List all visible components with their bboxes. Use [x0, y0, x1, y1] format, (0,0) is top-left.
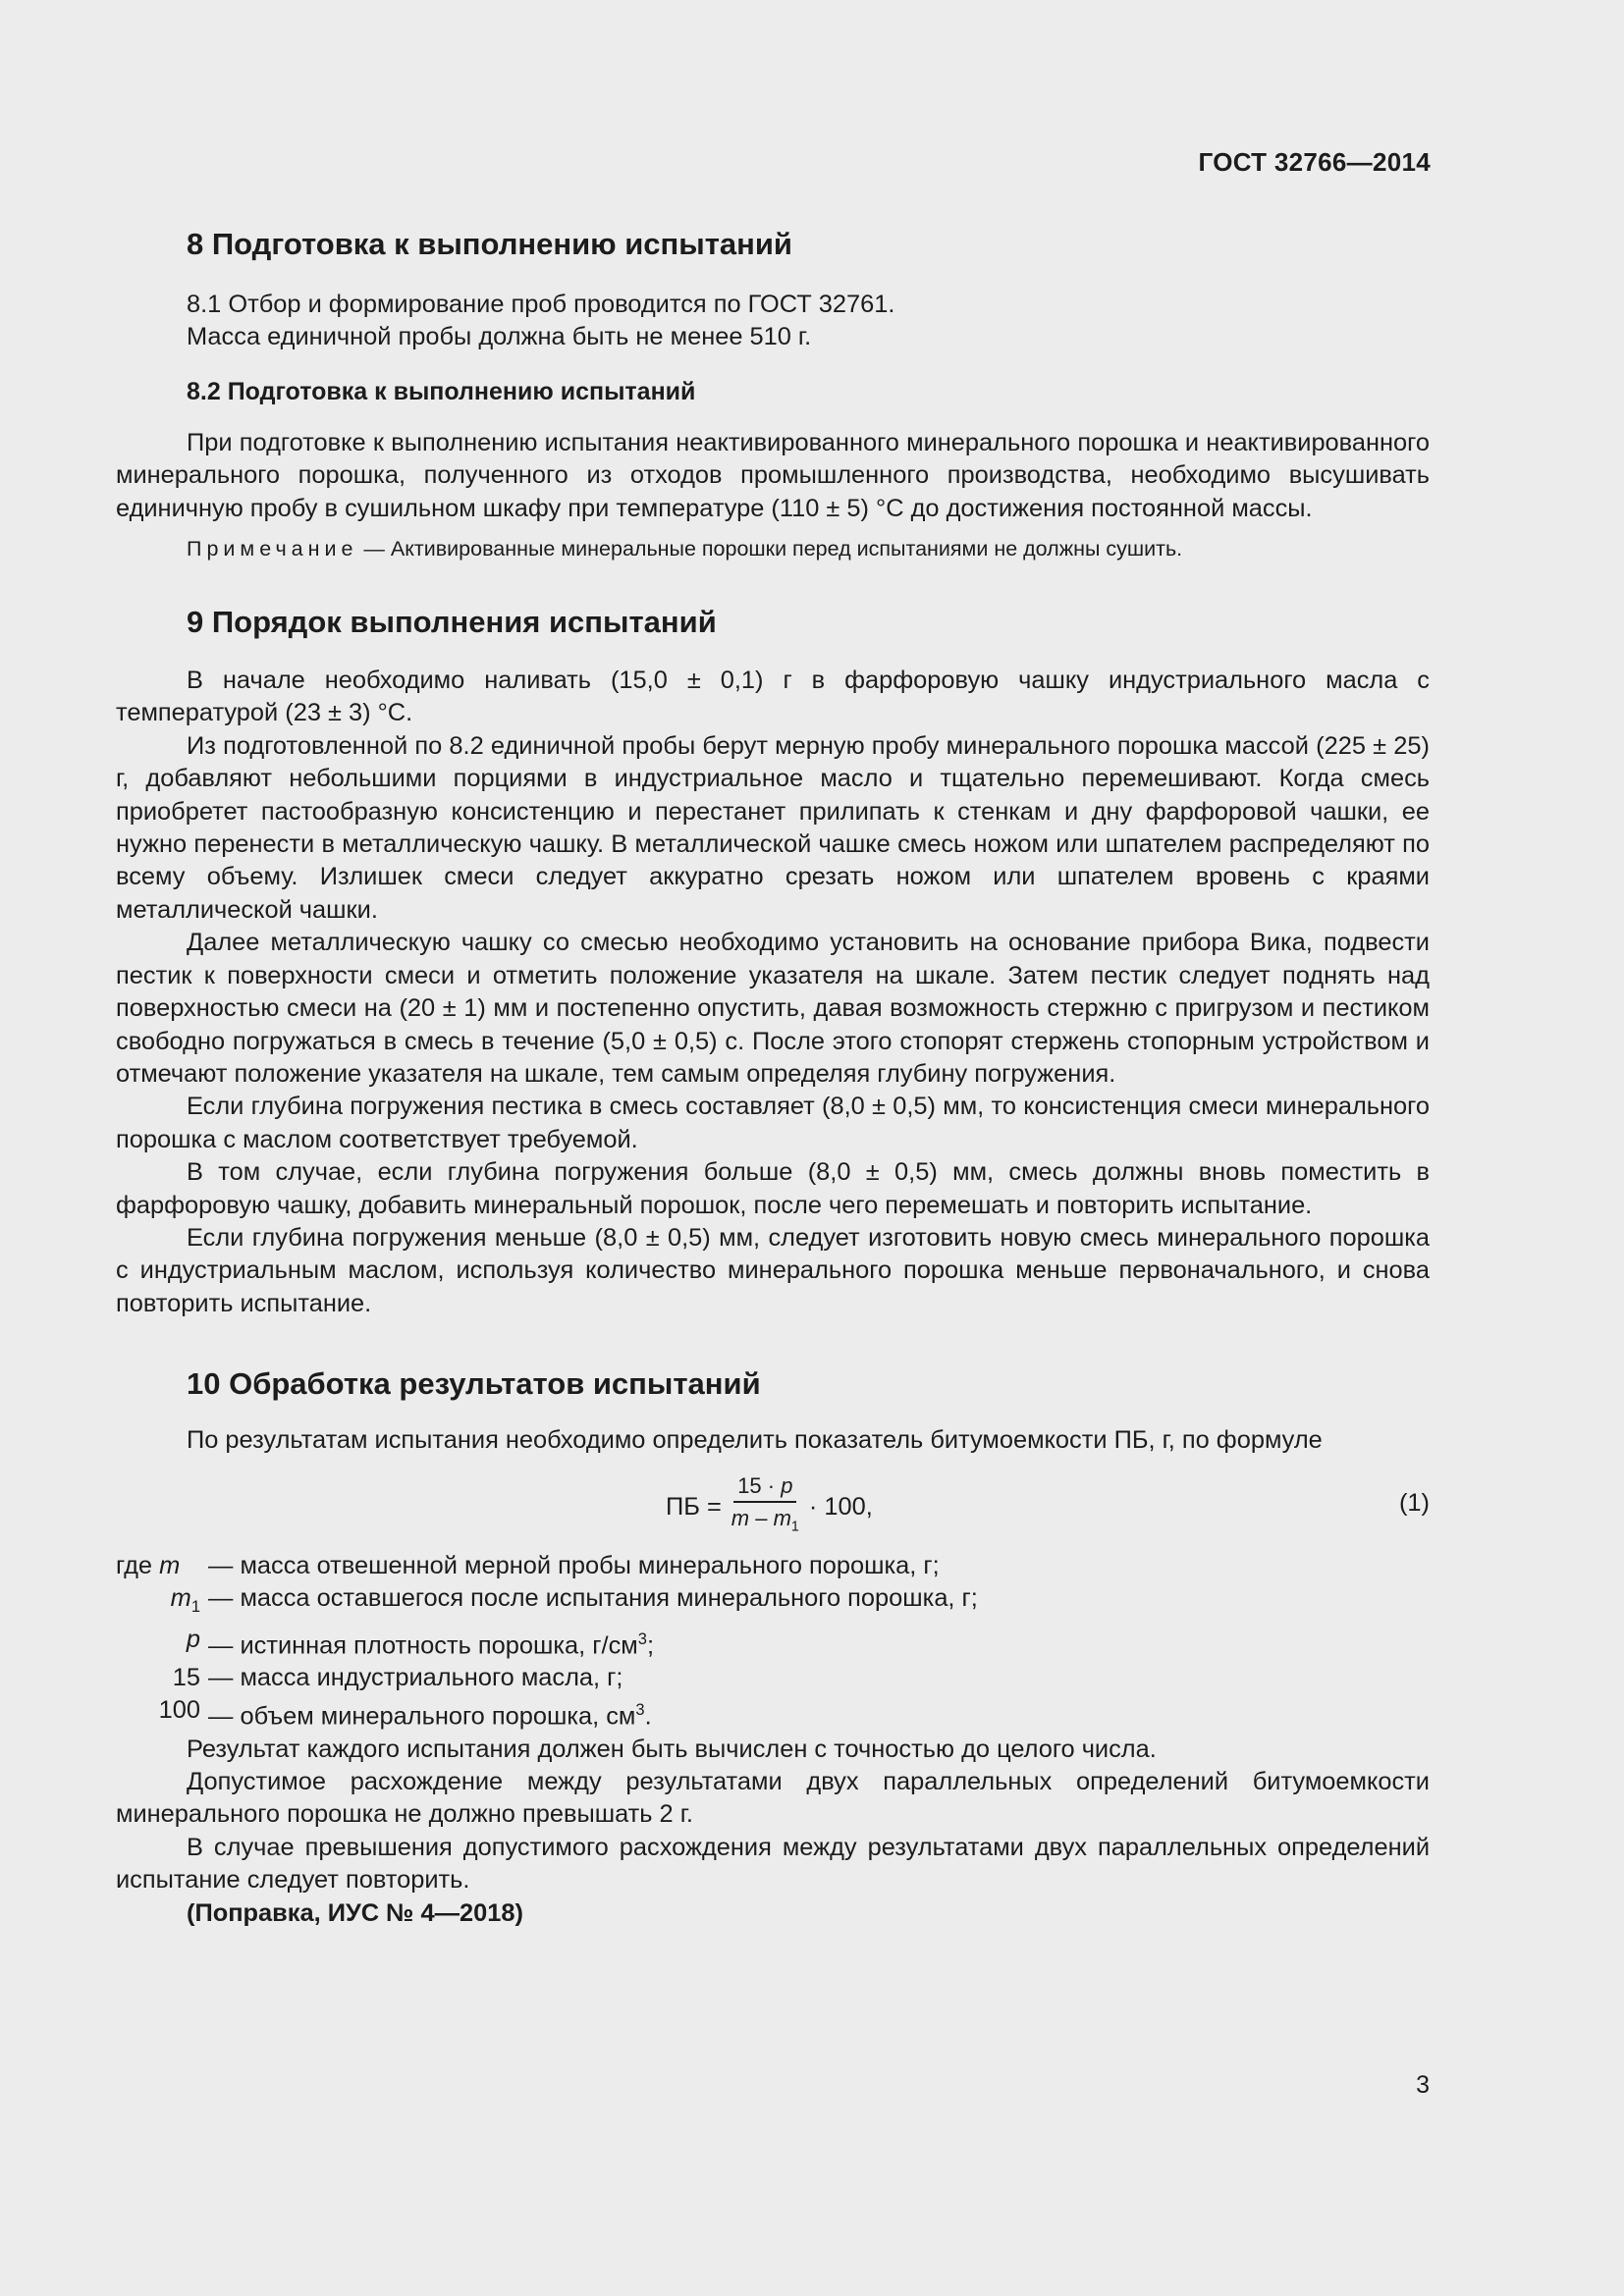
paragraph: В том случае, если глубина погружения больше (8,0 ± 0,5) мм, смесь должны вновь поместить в фарфоровую чашку, добавить минеральный порошок, после чего перемешать и повторить испытание.	[116, 1158, 1430, 1219]
note-text: — Активированные минеральные порошки перед испытаниями не должны сушить.	[357, 537, 1183, 561]
paragraph: В начале необходимо наливать (15,0 ± 0,1) г в фарфоровую чашку индустриального масла с температурой (23 ± 3) °С.	[116, 667, 1430, 727]
paragraph: Далее металлическую чашку со смесью необходимо установить на основание прибора Вика, подвести пестик к поверхности смеси и отметить положение указателя на шкале. Затем пестик следует поднять над поверхностью смеси на (20 ± 1) мм и постепенно опустить, давая возможность стержню с пригрузом и пестиком свободно погружаться в смесь в течение (5,0 ± 0,5) с. После этого стопорят стержень стопорным устройством и отмечают положение указателя на шкале, тем самым определяя глубину погружения.	[116, 929, 1430, 1088]
paragraph: Допустимое расхождение между результатами двух параллельных определений битумоемкости минерального порошка не должно превышать 2 г.	[116, 1767, 1430, 1829]
subsection-8-2-title: 8.2 Подготовка к выполнению испытаний	[187, 377, 696, 405]
definition-text: — объем минерального порошка, $см^3$.	[208, 1701, 652, 1731]
amendment: (Поправка, ИУС № 4—2018)	[187, 1898, 523, 1927]
page-number: 3	[1416, 2071, 1430, 2099]
definition-symbol: 15	[172, 1664, 200, 1692]
definition-text: — истинная плотность порошка, $г/см^3$;	[208, 1629, 654, 1660]
formula-lhs: ПБ =	[666, 1493, 722, 1522]
definition-symbol: где m	[116, 1551, 181, 1579]
paragraph-8-1: 8.1 Отбор и формирование проб проводится по ГОСТ 32761.	[187, 291, 895, 318]
definitions-list	[116, 1550, 1430, 1734]
page-content	[116, 222, 1430, 1930]
definition-text: — масса отвешенной мерной пробы минерального порошка, г;	[208, 1551, 940, 1579]
paragraph: В случае превышения допустимого расхождения между результатами двух параллельных определений испытание следует повторить.	[116, 1833, 1430, 1895]
formula	[666, 1469, 873, 1546]
formula-denominator: m – $m_1$	[731, 1506, 799, 1535]
section-9-title: 9 Порядок выполнения испытаний	[187, 605, 717, 640]
paragraph: Если глубина погружения меньше (8,0 ± 0,5) мм, следует изготовить новую смесь минерального порошка с индустриальным маслом, используя количество минерального порошка меньше первоначального, и снова повторить испытание.	[116, 1223, 1430, 1317]
section-8-title: 8 Подготовка к выполнению испытаний	[187, 227, 792, 261]
paragraph-8-2: При подготовке к выполнению испытания неактивированного минерального порошка и неактивированного минерального порошка, полученного из отходов промышленного производства, необходимо высушивать единичную пробу в сушильном шкафу при температуре (110 ± 5) °С до достижения постоянной массы.	[116, 428, 1430, 522]
section-10-title: 10 Обработка результатов испытаний	[187, 1366, 761, 1402]
formula-intro: По результатам испытания необходимо определить показатель битумоемкости ПБ, г, по формуле	[187, 1426, 1323, 1455]
definition-row	[116, 1694, 1430, 1733]
definition-symbol: 100	[158, 1696, 200, 1725]
definition-row	[116, 1550, 1430, 1582]
definition-text: — масса оставшегося после испытания минерального порошка, г;	[208, 1583, 978, 1612]
definition-row	[116, 1582, 1430, 1624]
formula-fraction	[728, 1471, 803, 1542]
formula-tail: · 100,	[808, 1493, 873, 1522]
paragraph: Если глубина погружения пестика в смесь составляет (8,0 ± 0,5) мм, то консистенция смеси минерального порошка с маслом соответствует требуемой.	[116, 1093, 1430, 1153]
document-code: ГОСТ 32766—2014	[1198, 147, 1431, 177]
equation-number: (1)	[1398, 1488, 1430, 1517]
definition-symbol: $m_1$	[170, 1583, 200, 1616]
paragraph: Результат каждого испытания должен быть вычислен с точностью до целого числа.	[187, 1735, 1157, 1763]
definition-row	[116, 1624, 1430, 1662]
paragraph-8-1-mass: Масса единичной пробы должна быть не менее 510 г.	[187, 323, 812, 351]
definition-row	[116, 1662, 1430, 1694]
definition-text: — масса индустриального масла, г;	[208, 1664, 623, 1692]
note	[116, 533, 1430, 564]
note-label: Примечание	[187, 537, 358, 561]
definition-symbol: p	[186, 1625, 200, 1653]
formula-block	[116, 1469, 1430, 1546]
formula-numerator: 15 · p	[733, 1471, 796, 1503]
paragraph: Из подготовленной по 8.2 единичной пробы берут мерную пробу минерального порошка массой (225 ± 25) г, добавляют небольшими порциями в индустриальное масло и тщательно перемешивают. Когда смесь приобретет пастообразную консистенцию и перестанет прилипать к стенкам и дну фарфоровой чашки, ее нужно перенести в металлическую чашку. В металлической чашке смесь ножом или шпателем распределяют по всему объему. Излишек смеси следует аккуратно срезать ножом или шпателем вровень с краями металлической чашки.	[116, 731, 1430, 924]
